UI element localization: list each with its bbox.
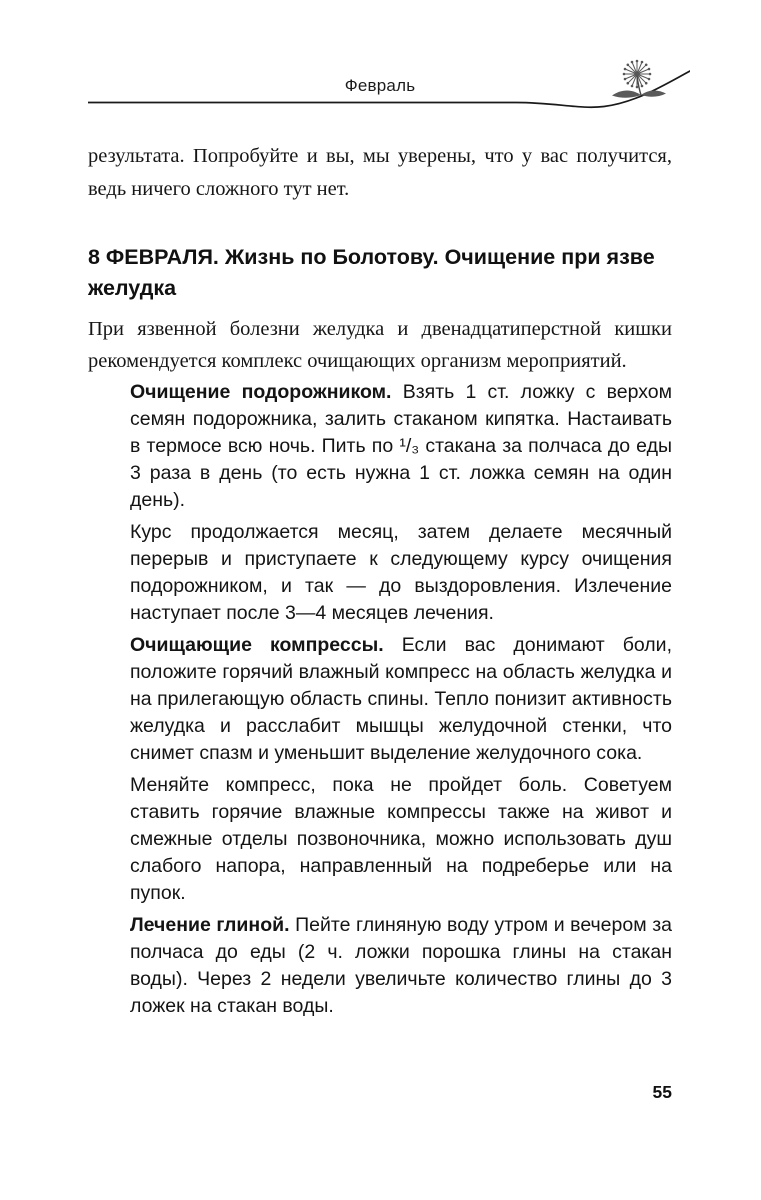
lead-paragraph: При язвенной болезни желудка и двенадцатиперстной кишки рекомендуется комплекс очищающих организм мероприятий. bbox=[88, 318, 672, 372]
paragraph-lead-in: Очищающие компрессы. bbox=[130, 634, 384, 656]
paragraph-clay-treatment bbox=[130, 912, 672, 1020]
section-heading: 8 ФЕВРАЛЯ. Жизнь по Болотову. Очищение при язве желудка bbox=[88, 245, 655, 300]
intro-paragraph: результата. Попробуйте и вы, мы уверены, что у вас получится, ведь ничего сложного тут нет. bbox=[88, 145, 672, 200]
indented-body bbox=[130, 379, 672, 1020]
paragraph-text: Взять 1 ст. ложку с верхом семян подорожника, залить стаканом кипятка. Настаивать в термосе всю ночь. Пить по ¹/₃ стакана за полчаса до еды 3 раза в день (то есть нужна 1 ст. ложка семян на один день). bbox=[130, 381, 672, 511]
paragraph-lead-in: Очищение подорожником. bbox=[130, 381, 392, 403]
paragraph-plantain-cleansing bbox=[130, 379, 672, 514]
paragraph-text: Меняйте компресс, пока не пройдет боль. Советуем ставить горячие влажные компрессы также на живот и смежные отделы позвоночника, можно использовать душ слабого напора, направленный на подреберье или на пупок. bbox=[130, 774, 672, 904]
paragraph-text: Курс продолжается месяц, затем делаете месячный перерыв и приступаете к следующему курсу очищения подорожником, и так — до выздоровления. Излечение наступает после 3—4 месяцев лечения. bbox=[130, 521, 672, 624]
paragraph-lead-in: Лечение глиной. bbox=[130, 914, 290, 936]
paragraph-text: Если вас донимают боли, положите горячий влажный компресс на область желудка и на прилегающую область спины. Тепло понизит активность желудка и расслабит мышцы желудочной стенки, что снимет спазм и уменьшит выделение желудочного сока. bbox=[130, 634, 672, 764]
paragraph-compress-advice bbox=[130, 772, 672, 907]
paragraph-text: Пейте глиняную воду утром и вечером за полчаса до еды (2 ч. ложки порошка глины на стакан воды). Через 2 недели увеличьте количество глины до 3 ложек на стакан воды. bbox=[130, 914, 673, 1017]
running-title: Февраль bbox=[344, 76, 416, 95]
paragraph-cleansing-compresses bbox=[130, 632, 672, 767]
text-column bbox=[88, 0, 672, 1025]
paragraph-course-duration bbox=[130, 519, 672, 627]
page-number: 55 bbox=[652, 1082, 672, 1102]
